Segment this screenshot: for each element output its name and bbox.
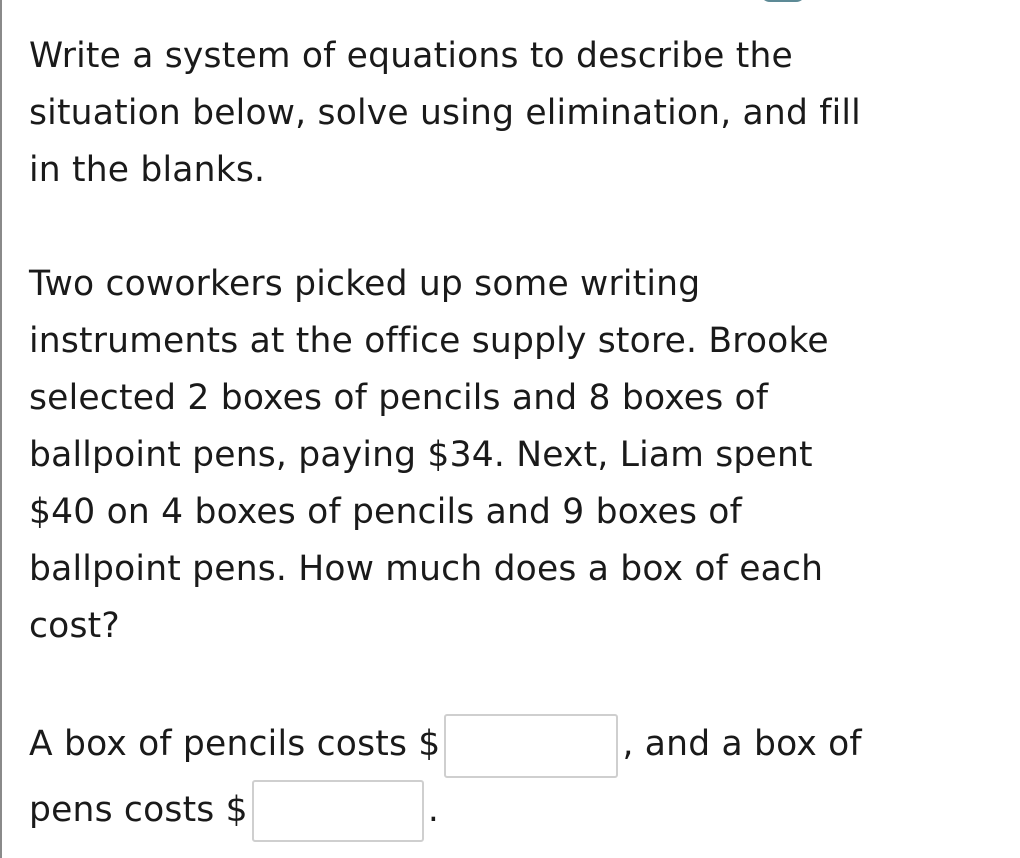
- paragraph-spacer: [29, 199, 1004, 256]
- answer-pens-label: pens costs $: [29, 789, 248, 830]
- problem-paragraph: [29, 256, 1004, 655]
- answer-line-2: [29, 778, 1004, 843]
- instructions-line: Write a system of equations to describe the: [29, 36, 793, 76]
- answer-connector-label: , and a box of: [622, 724, 862, 764]
- pen-cost-input[interactable]: [252, 780, 424, 842]
- problem-line: ballpoint pens, paying $34. Next, Liam spent: [29, 435, 813, 475]
- problem-line: instruments at the office supply store. Brooke: [29, 321, 829, 361]
- problem-line: $40 on 4 boxes of pencils and 9 boxes of: [29, 492, 742, 532]
- problem-line: selected 2 boxes of pencils and 8 boxes of: [29, 378, 769, 418]
- instructions-line: situation below, solve using elimination, and fill: [29, 93, 861, 133]
- pencil-cost-input[interactable]: [444, 714, 618, 778]
- progress-indicator-arc: [760, 0, 806, 2]
- question-content: [29, 28, 1004, 842]
- problem-line: ballpoint pens. How much does a box of each: [29, 549, 824, 589]
- problem-line: cost?: [29, 606, 120, 646]
- answer-pencils-label: A box of pencils costs $: [29, 724, 441, 764]
- left-border: [0, 0, 2, 858]
- answer-period: .: [427, 789, 439, 830]
- problem-line: Two coworkers picked up some writing: [29, 264, 701, 304]
- answer-paragraph: [29, 712, 1004, 842]
- answer-line-1: [29, 712, 1004, 778]
- instructions-line: in the blanks.: [29, 150, 266, 190]
- instructions-paragraph: [29, 28, 1004, 199]
